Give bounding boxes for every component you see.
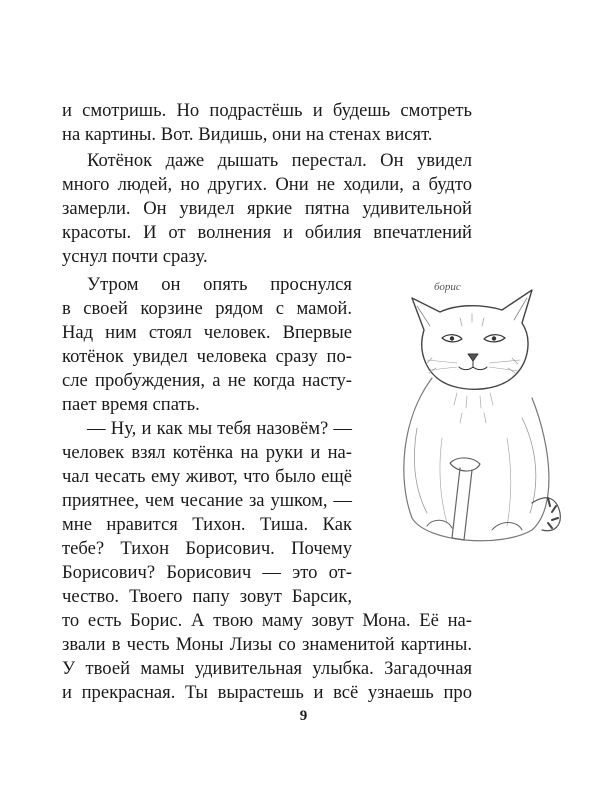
text-line: звали в честь Моны Лизы со знаменитой картины. [62, 634, 472, 655]
text-line: Борисович? Борисович — это от- [62, 562, 352, 583]
text-line: котёнок увидел человека сразу по- [62, 346, 352, 367]
text-line: Утром он опять проснулся [87, 274, 352, 295]
text-line: приятнее, чем чесание за ушком, — [62, 490, 352, 511]
text-line: то есть Борис. А твою маму зовут Мона. Её на- [62, 610, 472, 631]
text-line: чал чесать ему живот, что было ещё [62, 466, 352, 487]
text-line: уснул почти сразу. [62, 246, 208, 267]
text-line: Котёнок даже дышать перестал. Он увидел [87, 150, 472, 171]
text-line: чество. Твоего папу зовут Барсик, [62, 586, 352, 607]
text-line: много людей, но других. Они не ходили, а будто [62, 174, 472, 195]
text-line: в своей корзине рядом с мамой. [62, 298, 352, 319]
text-line: — Ну, и как мы тебя назовём? — [87, 418, 352, 439]
cat-illustration [372, 268, 587, 558]
text-line: красоты. И от волнения и обилия впечатлений [62, 222, 472, 243]
text-line: сле пробуждения, а не когда насту- [62, 370, 352, 391]
illustration-caption: борис [434, 281, 461, 293]
text-line: Над ним стоял человек. Впервые [62, 322, 352, 343]
text-line: У твоей мамы удивительная улыбка. Загадочная [62, 658, 472, 679]
text-line: замерли. Он увидел яркие пятна удивительной [62, 198, 472, 219]
page-number: 9 [299, 708, 308, 724]
text-line: и смотришь. Но подрастёшь и будешь смотреть [62, 100, 472, 121]
text-line: на картины. Вот. Видишь, они на стенах висят. [62, 124, 433, 145]
text-line: тебе? Тихон Борисович. Почему [62, 538, 352, 559]
text-line: пает время спать. [62, 394, 200, 415]
text-line: человек взял котёнка на руки и на- [62, 442, 352, 463]
text-line: мне нравится Тихон. Тиша. Как [62, 514, 352, 535]
text-line: и прекрасная. Ты вырастешь и всё узнаешь про [62, 682, 472, 703]
